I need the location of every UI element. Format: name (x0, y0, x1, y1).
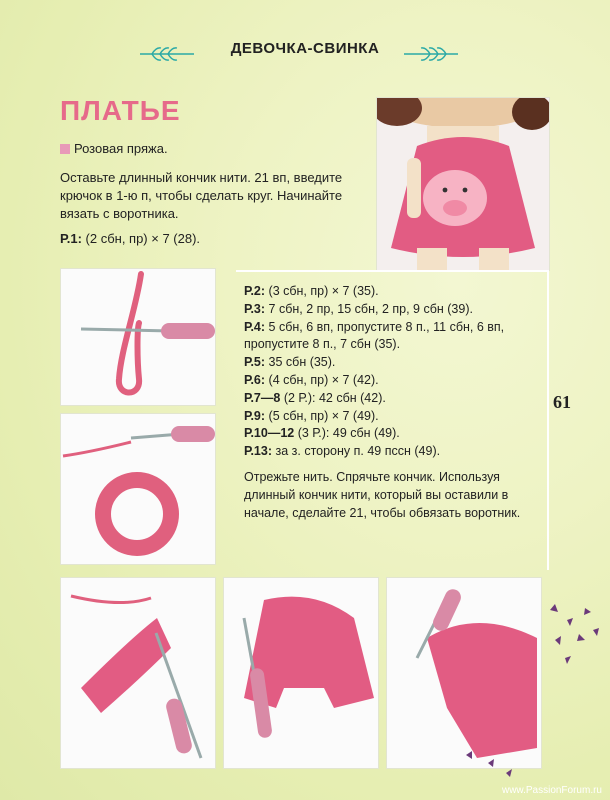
row-4 (244, 319, 544, 355)
photo-step-finish (386, 577, 542, 769)
footer-watermark: www.PassionForum.ru (501, 785, 602, 796)
row-label: Р.4: (244, 319, 266, 334)
row-text: (3 Р.): 49 сбн (49). (294, 426, 400, 441)
row-2 (244, 283, 544, 301)
yarn-label: Розовая пряжа. (74, 141, 168, 156)
photo-step-ring (60, 413, 216, 565)
yarn-color-swatch (60, 144, 70, 154)
frame-divider-top (236, 270, 548, 272)
row-label: Р.2: (244, 284, 266, 298)
confetti-decoration-bottom (460, 745, 520, 790)
frame-divider-right (547, 270, 549, 570)
yarn-info (60, 141, 168, 156)
row-text: (2 сбн, пр) × 7 (28). (81, 231, 201, 246)
row-instructions (244, 283, 544, 461)
row-text: (2 Р.): 42 сбн (42). (280, 390, 386, 405)
row-text: 7 сбн, 2 пр, 15 сбн, 2 пр, 9 сбн (39). (265, 301, 473, 316)
photo-step-collar (60, 577, 216, 769)
right-leaf-ornament (402, 46, 460, 67)
row-text: 5 сбн, 6 вп, пропустите 8 п., 11 сбн, 6 вп, пропустите 8 п., 7 сбн (35). (244, 319, 505, 352)
row-7-8 (244, 390, 544, 408)
row-label: Р.1: (60, 231, 82, 246)
row-label: Р.6: (244, 372, 266, 387)
section-title: ПЛАТЬЕ (60, 95, 181, 126)
outro-paragraph: Отрежьте нить. Спрячьте кончик. Используя длинный кончик нити, который вы оставили в начале, сделайте 21, чтобы обвязать воротник. (244, 470, 521, 520)
row-13 (244, 443, 544, 461)
page-number: 61 (553, 392, 571, 412)
photo-doll-dress (376, 97, 550, 271)
row-text: (4 сбн, пр) × 7 (42). (265, 372, 379, 387)
row-text: (5 сбн, пр) × 7 (49). (265, 408, 379, 423)
row-10-12 (244, 425, 544, 443)
row-1 (60, 231, 200, 246)
row-text: (3 сбн, пр) × 7 (35). (265, 284, 379, 298)
row-label: Р.7—8 (244, 390, 281, 405)
photo-step-body (223, 577, 379, 769)
row-label: Р.10—12 (244, 426, 295, 441)
row-label: Р.5: (244, 355, 266, 370)
row-3 (244, 301, 544, 319)
page-header-title: ДЕВОЧКА-СВИНКА (230, 40, 380, 57)
row-5 (244, 354, 544, 372)
row-label: Р.13: (244, 444, 273, 459)
row-9 (244, 408, 544, 426)
intro-paragraph: Оставьте длинный кончик нити. 21 вп, введите крючок в 1-ю п, чтобы сделать круг. Начинайте вязать с воротника. (60, 170, 343, 221)
photo-step-chain (60, 268, 216, 406)
confetti-decoration (545, 600, 605, 685)
row-label: Р.3: (244, 301, 266, 316)
row-text: 35 сбн (35). (265, 355, 336, 370)
row-text: за з. сторону п. 49 пссн (49). (272, 444, 441, 459)
row-6 (244, 372, 544, 390)
row-label: Р.9: (244, 408, 266, 423)
